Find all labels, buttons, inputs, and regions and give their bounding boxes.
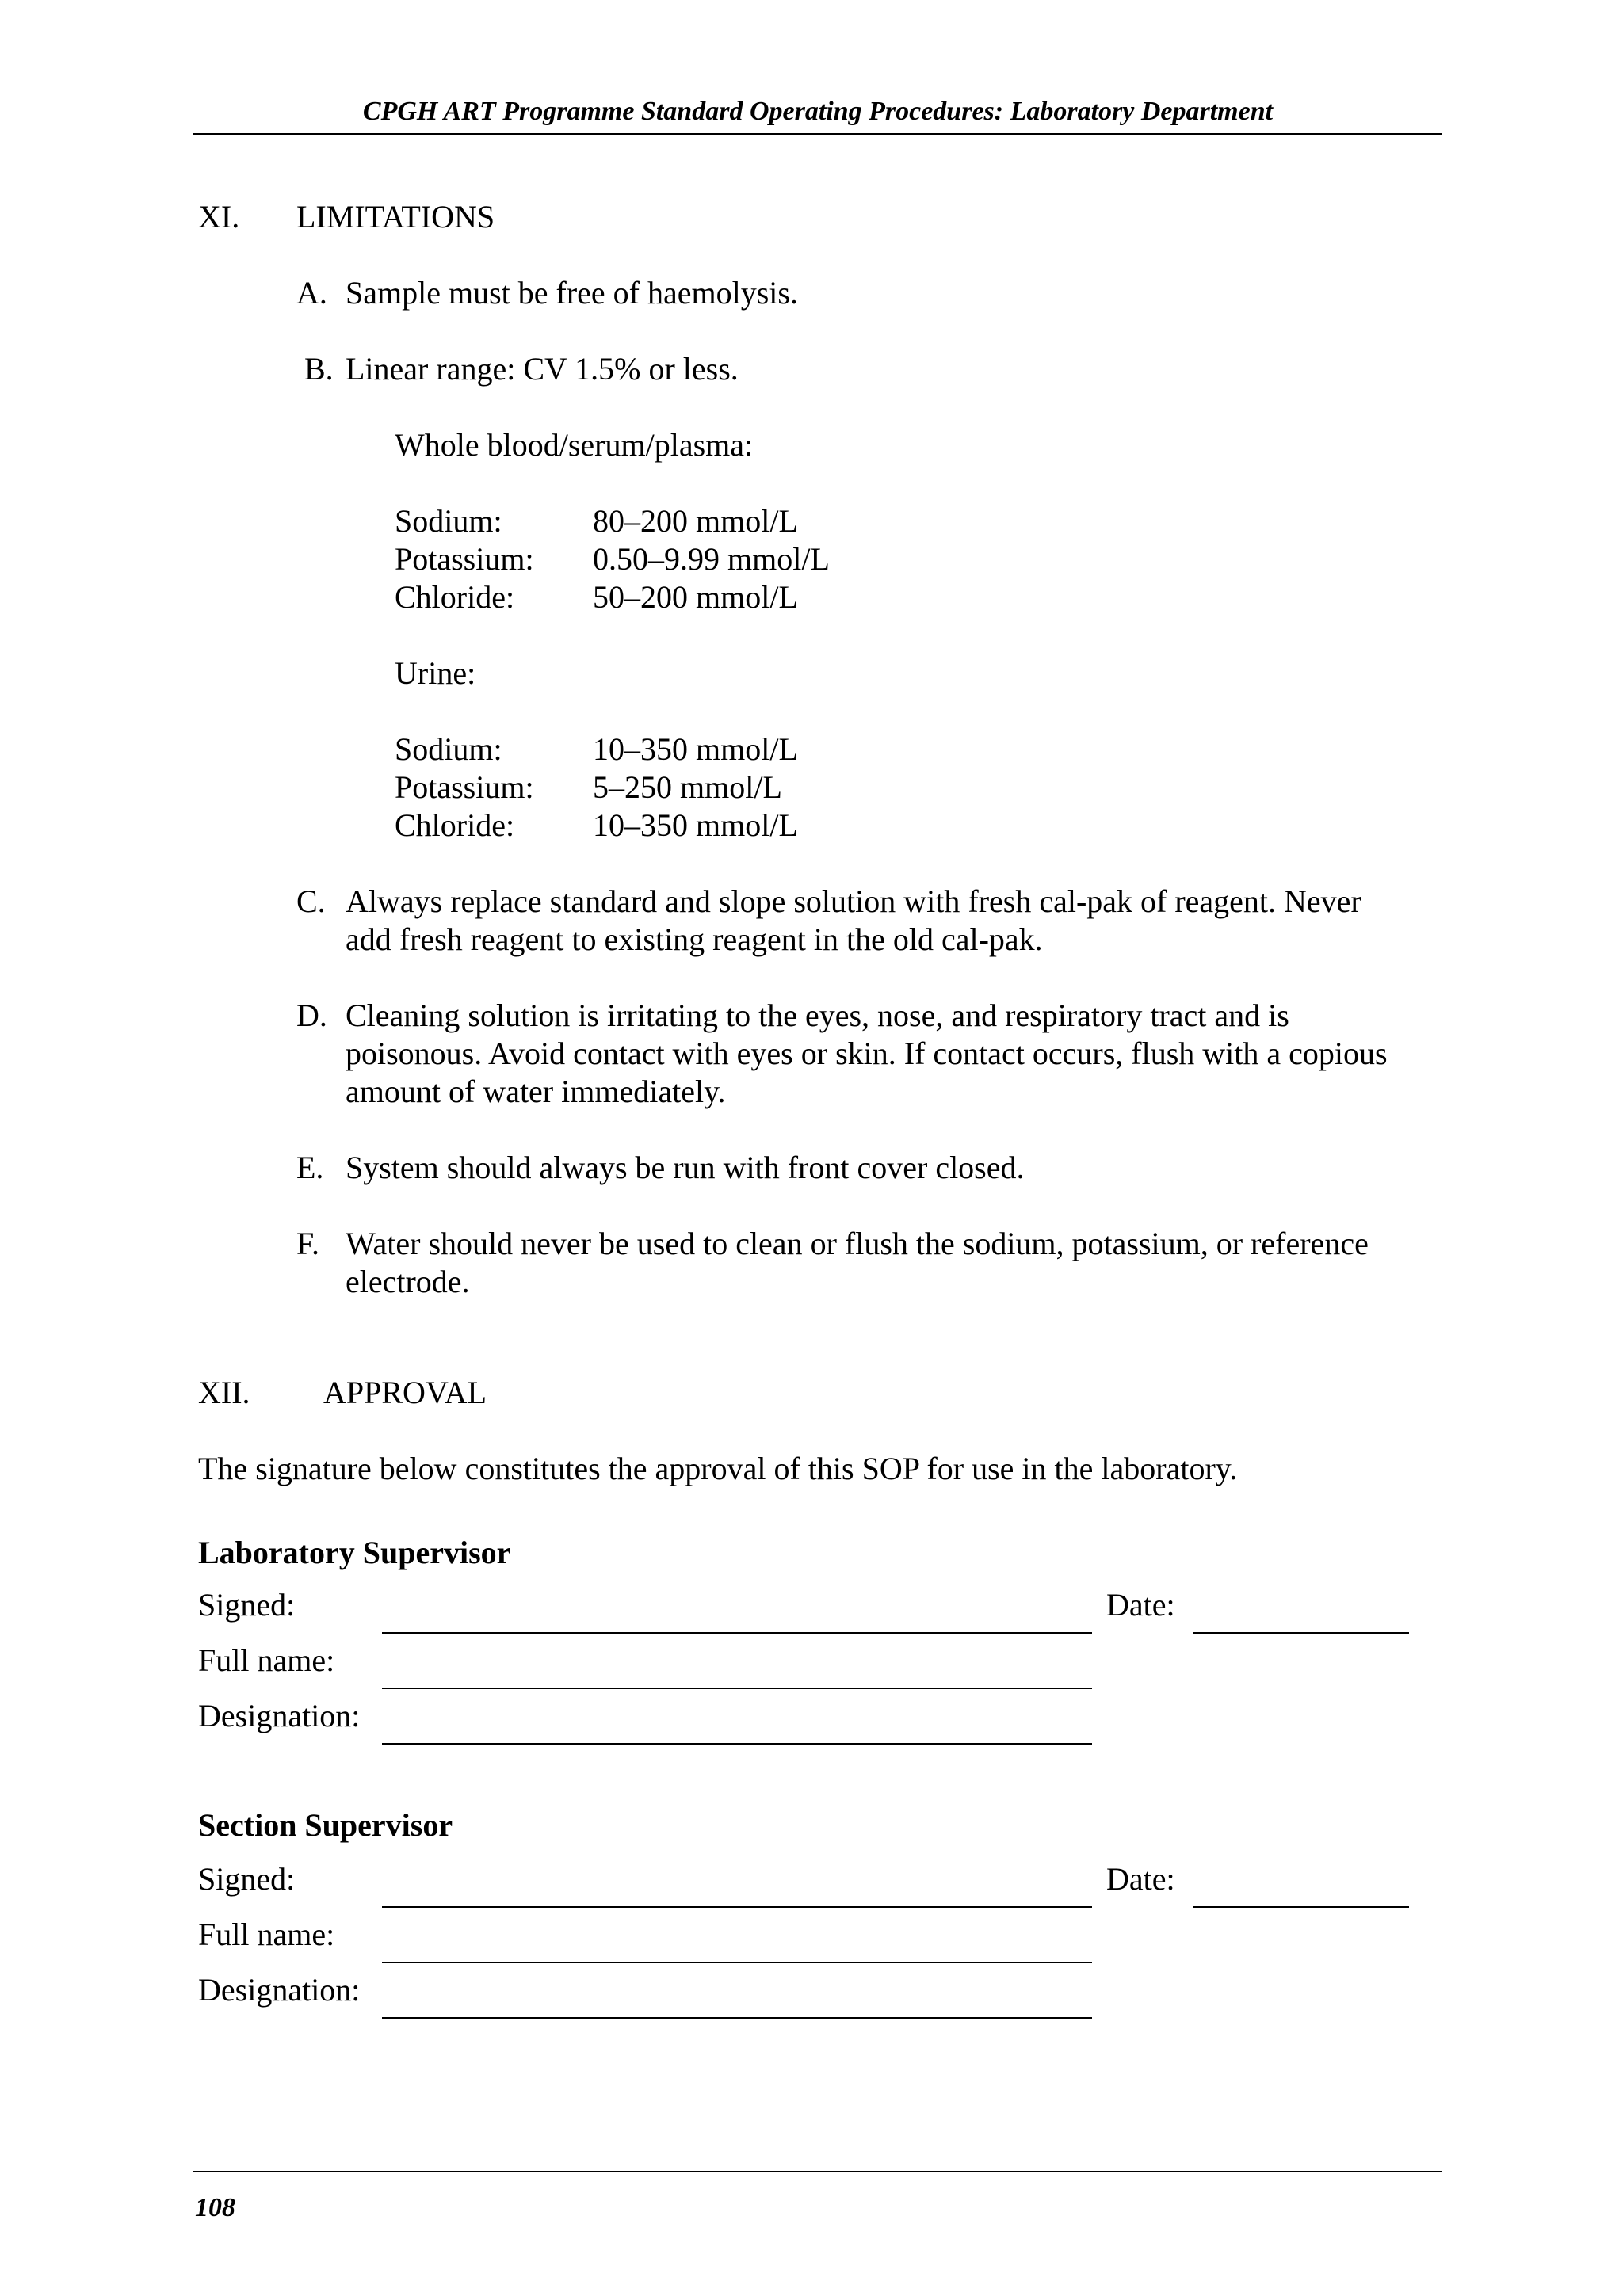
item-e-text: System should always be run with front cover closed. (346, 1150, 1025, 1185)
section-fullname-label: Full name: (198, 1917, 335, 1952)
lab-date-label: Date: (1106, 1587, 1175, 1623)
whole-blood-range: 50–200 mmol/L (593, 579, 798, 615)
item-a-marker: A. (296, 275, 327, 311)
lab-date-line[interactable] (1193, 1632, 1409, 1634)
section-xii-title: APPROVAL (323, 1375, 487, 1410)
approval-statement: The signature below constitutes the approval of this SOP for use in the laboratory. (198, 1451, 1238, 1486)
item-c-marker: C. (296, 883, 326, 919)
item-d-marker: D. (296, 997, 327, 1033)
urine-analyte: Chloride: (395, 807, 515, 843)
urine-range: 10–350 mmol/L (593, 807, 798, 843)
item-b-text: Linear range: CV 1.5% or less. (346, 351, 739, 387)
item-f-line: electrode. (346, 1264, 470, 1299)
running-header-title: CPGH ART Programme Standard Operating Procedures: Laboratory Department (362, 97, 1274, 126)
lab-fullname-label: Full name: (198, 1642, 335, 1678)
item-f-line: Water should never be used to clean or flush the sodium, potassium, or reference (346, 1226, 1369, 1261)
item-f-marker: F. (296, 1226, 320, 1261)
whole-blood-analyte: Sodium: (395, 503, 502, 539)
item-b-marker: B. (304, 351, 334, 387)
section-xi-number: XI. (198, 199, 240, 235)
whole-blood-range: 0.50–9.99 mmol/L (593, 541, 830, 577)
section-date-label: Date: (1106, 1861, 1175, 1897)
item-c-line: Always replace standard and slope solution with fresh cal-pak of reagent. Never (346, 883, 1361, 919)
lab-signed-label: Signed: (198, 1587, 296, 1623)
section-xi-title: LIMITATIONS (296, 199, 495, 235)
item-c-line: add fresh reagent to existing reagent in the old cal-pak. (346, 921, 1043, 957)
section-xii-number: XII. (198, 1375, 250, 1410)
section-designation-label: Designation: (198, 1972, 361, 2008)
item-e-marker: E. (296, 1150, 324, 1185)
whole-blood-analyte: Chloride: (395, 579, 515, 615)
footer-rule (193, 2171, 1442, 2172)
item-d-line: Cleaning solution is irritating to the eyes, nose, and respiratory tract and is (346, 997, 1289, 1033)
section-signed-line[interactable] (382, 1906, 1092, 1908)
urine-analyte: Potassium: (395, 769, 534, 805)
section-date-line[interactable] (1193, 1906, 1409, 1908)
section-supervisor-heading: Section Supervisor (198, 1807, 453, 1843)
lab-designation-label: Designation: (198, 1698, 361, 1733)
header-rule (193, 133, 1442, 135)
section-fullname-line[interactable] (382, 1962, 1092, 1963)
urine-range: 5–250 mmol/L (593, 769, 782, 805)
lab-designation-line[interactable] (382, 1743, 1092, 1745)
item-d-line: poisonous. Avoid contact with eyes or skin. If contact occurs, flush with a copious (346, 1035, 1388, 1071)
page-number: 108 (195, 2193, 235, 2222)
urine-range: 10–350 mmol/L (593, 731, 798, 767)
section-designation-line[interactable] (382, 2017, 1092, 2019)
section-signed-label: Signed: (198, 1861, 296, 1897)
item-a-text: Sample must be free of haemolysis. (346, 275, 798, 311)
urine-label: Urine: (395, 655, 476, 691)
lab-signed-line[interactable] (382, 1632, 1092, 1634)
urine-analyte: Sodium: (395, 731, 502, 767)
whole-blood-range: 80–200 mmol/L (593, 503, 798, 539)
whole-blood-label: Whole blood/serum/plasma: (395, 427, 754, 463)
lab-fullname-line[interactable] (382, 1688, 1092, 1689)
whole-blood-analyte: Potassium: (395, 541, 534, 577)
item-d-line: amount of water immediately. (346, 1074, 726, 1109)
lab-supervisor-heading: Laboratory Supervisor (198, 1535, 511, 1570)
